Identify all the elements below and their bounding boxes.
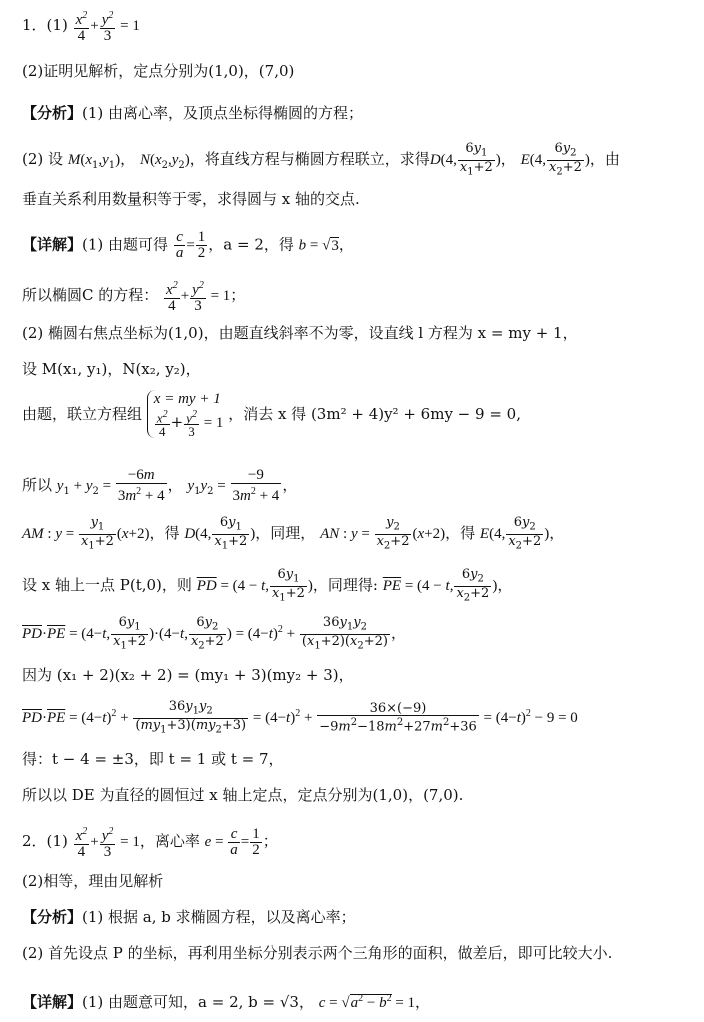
text: (1) 根据 a, b 求椭圆方程，以及离心率； xyxy=(82,908,356,926)
point-p-line: 设 x 轴上一点 P(t,0)，则 $\overline{PD} = (4 - t$, $\frac{6y_1}{x_1+2}$ )，同理得: $\overline{PE} = (4 - t$, $\frac{6y_2}{x_2+2}$ )， xyxy=(22,567,513,604)
fraction: $\frac{1}{2}$ xyxy=(197,229,206,261)
fraction: $\frac{-6m}{3m^2 + 4}$ xyxy=(117,467,165,504)
text: 所以椭圆C 的方程： xyxy=(22,286,159,304)
fraction: $\frac{6y_1}{x_1+2}$ xyxy=(459,141,493,178)
text: ，离心率 xyxy=(139,832,200,850)
fraction: $\frac{36\times(-9)}{-9m^2-18m^2+27m^2+36}$ xyxy=(319,701,477,735)
analysis-1-part-3: 垂直关系利用数量积等于零，求得圆与 x 轴的交点. xyxy=(22,190,360,208)
fraction: $\frac{1}{2}$ xyxy=(252,825,260,858)
text: (1) 由题意可知，a = 2, b = √3， xyxy=(82,993,314,1011)
fraction: $\frac{-9}{3m^2 + 4}$ xyxy=(232,467,280,504)
solution-1-part-1: 【详解】(1) 由题可得 $\frac{c}{a}$ = $\frac{1}{2}$ ，a = 2，得 b = √3， xyxy=(22,229,354,261)
question-number-2: 2．(1) xyxy=(22,832,68,850)
text: ，得 xyxy=(445,524,476,543)
system-line xyxy=(22,390,694,438)
text: ，a = 2，得 xyxy=(208,235,294,254)
fraction: $\frac{36y_1y_2}{(x_1+2)(x_2+2)}$ xyxy=(301,615,388,652)
solve-t-line: 得：t − 4 = ±3，即 t = 1 或 t = 7， xyxy=(22,750,284,768)
fraction: $\frac{x^2}{4}$ xyxy=(166,280,178,314)
fraction: $\frac{6y_1}{x_1+2}$ xyxy=(272,567,305,604)
fraction: $\frac{y^2}{3}$ xyxy=(192,280,204,314)
text: (1) 由题可得 xyxy=(82,235,169,254)
solution-1-set-points: 设 M(x₁, y₁)，N(x₂, y₂)， xyxy=(22,360,201,378)
analysis-text: (1) 由离心率，及顶点坐标得椭圆的方程； xyxy=(82,104,364,122)
text: 所以 xyxy=(22,476,53,494)
analysis-1-part-1 xyxy=(22,102,694,124)
answer-2-part-1: 2．(1) $\frac{x^2}{4}$ + $\frac{y^2}{3}$ = 1，离心率 e = $\frac{c}{a}$ = $\frac{1}{2}$ ； xyxy=(22,825,278,860)
fraction: $\frac{x^2}{4}$ xyxy=(156,409,168,440)
fraction: $\frac{6y_2}{x_2+2}$ xyxy=(549,141,582,178)
text: ，由 xyxy=(589,150,620,169)
text: ，将直线方程与椭圆方程联立，求得 xyxy=(189,150,430,169)
solution-1-part-2: (2) 椭圆右焦点坐标为(1,0)，由题直线斜率不为零，设直线 l 方程为 x = my + 1， xyxy=(22,324,578,342)
text: ，得 xyxy=(149,524,180,543)
solution-tag: 【详解】 xyxy=(22,993,83,1011)
fraction: $\frac{y^2}{3}$ xyxy=(101,10,114,44)
text: 设 x 轴上一点 P(t,0)，则 xyxy=(22,576,192,595)
dot-product-result: $\overline{PD}\cdot\overline{PE} = (4-t)^2$ + $\frac{36y_1y_2}{(my_1+3)(my_2+3)}$ = $(4-t)^2$ + $\frac{36\times(-9)}{-9m^2-18m^2+27m^2+36}$ = $(4-t)^2 - 9 = 0$ xyxy=(22,699,578,736)
fraction: $\frac{36y_1y_2}{(my_1+3)(my_2+3)}$ xyxy=(135,699,247,736)
text: ，消去 x 得 (3m² + 4)y² + 6my − 9 = 0, xyxy=(228,405,521,424)
equation-system: x = my + 1 $\frac{x^2}{4}$ + $\frac{y^2}{3}$ = 1 xyxy=(147,390,224,438)
fraction: $\frac{y_2}{x_2+2}$ xyxy=(376,515,410,552)
line-am-an: AM : y = $\frac{y_1}{x_1+2}$ (x+2)，得 D(4, $\frac{6y_1}{x_1+2}$ )，同理， AN : y = $\frac{y_2}{x_2+2}$ (x+2)，得 E(4, $\frac{6y_2}{x_2+2}$ )， xyxy=(22,515,565,552)
vieta-line: 所以 $y_1 + y_2$ = $\frac{-6m}{3m^2 + 4}$ ， $y_1y_2$ = $\frac{-9}{3m^2 + 4}$ ， xyxy=(22,467,298,504)
answer-1-part-2: (2)证明见解析，定点分别为(1,0)，(7,0) xyxy=(22,62,295,80)
fraction: $\frac{c}{a}$ xyxy=(175,229,184,261)
solution-2-part-1: 【详解】(1) 由题意可知，a = 2, b = √3， $c = √a^2 - b^2 = 1$， xyxy=(22,993,431,1011)
text: ，同理得: xyxy=(312,576,378,595)
question-number-1: 1．(1) xyxy=(22,16,68,34)
fraction: $\frac{6y_2}{x_2+2}$ xyxy=(508,515,542,552)
analysis-tag: 【分析】 xyxy=(22,104,83,122)
because-line: 因为 (x₁ + 2)(x₂ + 2) = (my₁ + 3)(my₂ + 3)， xyxy=(22,666,354,684)
fraction: $\frac{6y_2}{x_2+2}$ xyxy=(190,615,224,652)
fraction: $\frac{y^2}{3}$ xyxy=(101,826,114,860)
text: 由题，联立方程组 xyxy=(22,405,143,424)
analysis-1-part-2: (2) 设 $M(x_1,y_1)$， $N(x_2,y_2)$，将直线方程与椭圆方程联立，求得D(4, $\frac{6y_1}{x_1+2}$ )， E(4, $\frac{6y_2}{x_2+2}$ )，由 xyxy=(22,141,620,178)
analysis-2-part-1 xyxy=(22,906,694,928)
fraction: $\frac{x^2}{4}$ xyxy=(75,826,88,860)
text: (2) 设 xyxy=(22,150,64,169)
fraction: $\frac{6y_2}{x_2+2}$ xyxy=(456,567,490,604)
fraction: $\frac{y^2}{3}$ xyxy=(186,409,197,440)
fraction: $\frac{y_1}{x_1+2}$ xyxy=(80,515,114,552)
fraction: $\frac{6y_1}{x_1+2}$ xyxy=(214,515,248,552)
solution-tag: 【详解】 xyxy=(22,235,83,254)
fraction: $\frac{6y_1}{x_1+2}$ xyxy=(113,615,147,652)
fraction: $\frac{x^2}{4}$ xyxy=(75,10,88,44)
answer-2-part-2: (2)相等，理由见解析 xyxy=(22,872,164,890)
fraction: $\frac{c}{a}$ xyxy=(230,825,238,858)
analysis-tag: 【分析】 xyxy=(22,908,83,926)
ellipse-equation-line: 所以椭圆C 的方程： $\frac{x^2}{4}$ + $\frac{y^2}{3}$ = 1； xyxy=(22,280,246,314)
conclusion-1: 所以以 DE 为直径的圆恒过 x 轴上定点，定点分别为(1,0)，(7,0). xyxy=(22,786,464,804)
analysis-2-part-2: (2) 首先设点 P 的坐标，再利用坐标分别表示两个三角形的面积，做差后，即可比较大小. xyxy=(22,944,613,962)
text: ，同理， xyxy=(255,524,316,543)
answer-1-part-1: 1．(1) $\frac{x^2}{4}$ + $\frac{y^2}{3}$ = 1 xyxy=(22,10,140,44)
dot-product-line: $\overline{PD}\cdot\overline{PE} = (4-t$, $\frac{6y_1}{x_1+2}$ )·(4−t, $\frac{6y_2}{x_2+2}$ ) = $(4-t)^2$ + $\frac{36y_1y_2}{(x_1+2)(x_2+2)}$ ， xyxy=(22,615,406,652)
